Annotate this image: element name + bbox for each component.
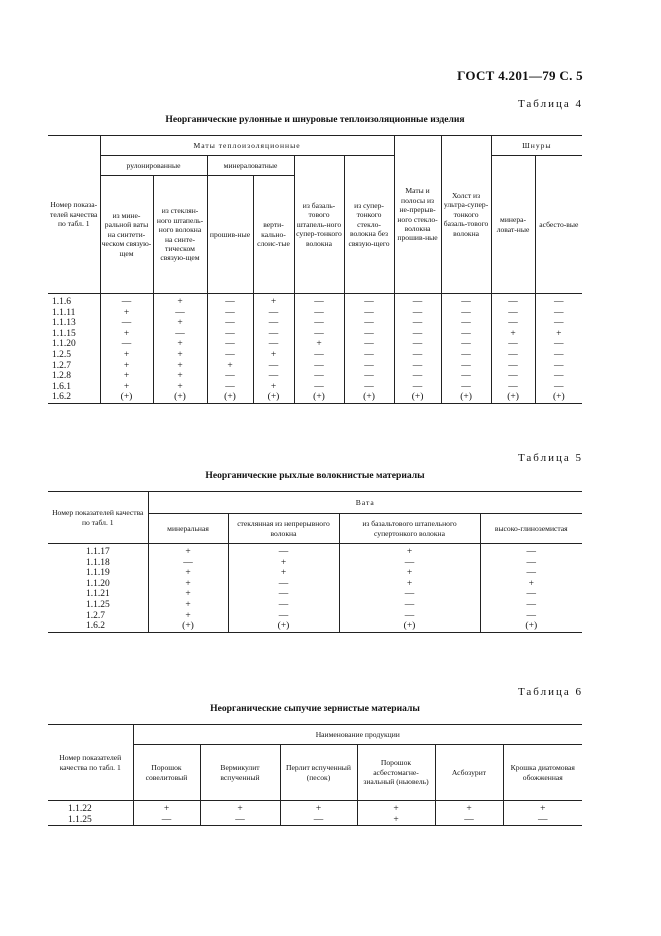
table-cell: (+)	[207, 392, 253, 403]
table-cell: +	[100, 329, 153, 340]
t6-col3-header: Перлит вспученный (песок)	[280, 745, 357, 801]
t4-col9-header: минера-ловат-ные	[491, 156, 535, 294]
t4-col6-header: из супер-тонкого стекло-волокна без связую-щего	[344, 156, 394, 294]
table-cell: (+)	[535, 392, 582, 403]
table-cell: —	[394, 308, 441, 319]
table-cell: +	[339, 579, 480, 590]
table-cell: —	[344, 339, 394, 350]
table5	[48, 491, 582, 633]
table-cell: —	[253, 329, 294, 340]
t6-col6-header: Крошка диатомовая обожженная	[503, 745, 582, 801]
row-number: 1.2.8	[48, 371, 100, 382]
table-cell: —	[294, 382, 344, 393]
table-cell: (+)	[153, 392, 207, 403]
table-row	[48, 392, 582, 403]
table-cell: —	[480, 611, 582, 622]
table-cell: —	[435, 815, 503, 826]
table-row	[48, 382, 582, 393]
table6	[48, 724, 582, 826]
table-cell: +	[100, 371, 153, 382]
table-cell: +	[480, 579, 582, 590]
table-cell: —	[339, 611, 480, 622]
table-cell: —	[207, 339, 253, 350]
t4-mats-header: Маты теплоизоляционные	[100, 136, 394, 156]
table-cell: +	[153, 350, 207, 361]
table-cell: —	[294, 371, 344, 382]
table-cell: —	[339, 558, 480, 569]
table-cell: —	[394, 361, 441, 372]
table-row	[48, 589, 582, 600]
table-cell: +	[357, 801, 435, 815]
t6-group-header: Наименование продукции	[133, 725, 582, 745]
row-number: 1.1.17	[48, 544, 148, 558]
t4-col5-header: из базаль-тового штапель-ного супер-тонкого волокна	[294, 156, 344, 294]
table4-label: Таблица 4	[517, 98, 583, 110]
table-cell: —	[344, 371, 394, 382]
table-cell: —	[394, 318, 441, 329]
table-cell: —	[441, 350, 491, 361]
table-cell: +	[100, 308, 153, 319]
t5-group-header: Вата	[148, 492, 582, 514]
t4-col2-header: из стеклян-ного штапель-ного волокна на синте-тическом связую-щем	[153, 176, 207, 294]
table-cell: —	[207, 294, 253, 308]
row-number: 1.1.19	[48, 568, 148, 579]
row-number: 1.1.20	[48, 339, 100, 350]
table-cell: —	[491, 339, 535, 350]
table-cell: +	[153, 371, 207, 382]
table-cell: —	[207, 318, 253, 329]
table-cell: —	[535, 382, 582, 393]
table-cell: +	[491, 329, 535, 340]
table-cell: +	[148, 579, 228, 590]
table-cell: +	[153, 339, 207, 350]
table-cell: (+)	[100, 392, 153, 403]
table-cell: —	[294, 308, 344, 319]
row-number: 1.6.1	[48, 382, 100, 393]
table-cell: +	[148, 589, 228, 600]
row-number: 1.1.6	[48, 294, 100, 308]
table-cell: —	[344, 318, 394, 329]
table-cell: —	[535, 371, 582, 382]
row-number: 1.1.21	[48, 589, 148, 600]
table-row	[48, 815, 582, 826]
table-cell: —	[394, 382, 441, 393]
table-cell: +	[148, 544, 228, 558]
table-cell: —	[491, 361, 535, 372]
table-cell: —	[480, 544, 582, 558]
t6-col4-header: Порошок асбестомагне-зиальный (ньювель)	[357, 745, 435, 801]
table5-title: Неорганические рыхлые волокнистые материалы	[205, 470, 425, 481]
table-cell: (+)	[344, 392, 394, 403]
table-cell: —	[441, 294, 491, 308]
t6-col2-header: Вермикулит вспученный	[200, 745, 280, 801]
row-number: 1.1.20	[48, 579, 148, 590]
table-cell: —	[153, 308, 207, 319]
table-cell: —	[535, 318, 582, 329]
table-cell: —	[491, 308, 535, 319]
table-cell: —	[344, 350, 394, 361]
table-cell: —	[280, 815, 357, 826]
table-row	[48, 308, 582, 319]
row-number: 1.2.5	[48, 350, 100, 361]
t6-row-col-header: Номер показателей качества по табл. 1	[48, 725, 133, 801]
table-cell: —	[253, 318, 294, 329]
table-cell: +	[100, 361, 153, 372]
table-cell: +	[148, 611, 228, 622]
row-number: 1.1.11	[48, 308, 100, 319]
table-cell: —	[294, 361, 344, 372]
table-cell: +	[200, 801, 280, 815]
table-cell: (+)	[228, 621, 339, 632]
table-cell: —	[253, 308, 294, 319]
row-number: 1.1.25	[48, 600, 148, 611]
table-row	[48, 611, 582, 622]
row-number: 1.2.7	[48, 611, 148, 622]
table-row	[48, 350, 582, 361]
table-cell: —	[207, 350, 253, 361]
table-cell: +	[435, 801, 503, 815]
t4-col3-header: прошив-ные	[207, 176, 253, 294]
table-cell: +	[294, 339, 344, 350]
table-cell: +	[339, 568, 480, 579]
table-cell: +	[253, 294, 294, 308]
t4-body	[48, 294, 582, 404]
table-cell: —	[441, 339, 491, 350]
t4-mineral-header: минераловатные	[207, 156, 294, 176]
table-cell: +	[253, 350, 294, 361]
table-cell: —	[535, 294, 582, 308]
table-cell: —	[491, 382, 535, 393]
table-cell: +	[253, 382, 294, 393]
table-cell: —	[228, 589, 339, 600]
t5-col4-header: высоко-глиноземистая	[480, 514, 582, 544]
t4-col4-header: верти-кально-слоис-тые	[253, 176, 294, 294]
table-cell: (+)	[339, 621, 480, 632]
table-row	[48, 621, 582, 632]
table-cell: —	[480, 600, 582, 611]
table4-title: Неорганические рулонные и шнуровые теплоизоляционные изделия	[165, 114, 465, 125]
table-cell: —	[441, 382, 491, 393]
table-cell: +	[100, 350, 153, 361]
t5-col2-header: стеклянная из непрерывного волокна	[228, 514, 339, 544]
table-cell: —	[491, 318, 535, 329]
table-cell: +	[357, 815, 435, 826]
table-cell: —	[294, 329, 344, 340]
table-row	[48, 801, 582, 815]
table4	[48, 135, 582, 404]
table-cell: —	[441, 318, 491, 329]
table-cell: —	[100, 318, 153, 329]
table-cell: +	[153, 318, 207, 329]
table-cell: (+)	[491, 392, 535, 403]
table-cell: (+)	[148, 621, 228, 632]
table-cell: —	[441, 361, 491, 372]
table-cell: —	[491, 371, 535, 382]
t4-rolled-header: рулонированные	[100, 156, 207, 176]
page-header: ГОСТ 4.201—79 С. 5	[457, 68, 583, 83]
table-cell: —	[207, 329, 253, 340]
table-cell: —	[441, 329, 491, 340]
table-cell: —	[294, 350, 344, 361]
table-cell: —	[207, 308, 253, 319]
table-cell: —	[441, 371, 491, 382]
table-cell: —	[535, 350, 582, 361]
table-cell: —	[480, 558, 582, 569]
table-cell: —	[207, 371, 253, 382]
row-number: 1.1.22	[48, 801, 133, 815]
row-number: 1.2.7	[48, 361, 100, 372]
table-row	[48, 371, 582, 382]
table-cell: +	[339, 544, 480, 558]
table-cell: (+)	[480, 621, 582, 632]
table-cell: (+)	[394, 392, 441, 403]
table-cell: +	[228, 558, 339, 569]
table-cell: +	[207, 361, 253, 372]
table-cell: +	[148, 568, 228, 579]
table-cell: —	[394, 350, 441, 361]
table-cell: —	[344, 294, 394, 308]
table-row	[48, 558, 582, 569]
table-cell: —	[100, 339, 153, 350]
table-cell: +	[153, 361, 207, 372]
t6-col5-header: Асбозурит	[435, 745, 503, 801]
table-row	[48, 329, 582, 340]
table-cell: +	[228, 568, 339, 579]
t4-cords-header: Шнуры	[491, 136, 582, 156]
table-cell: —	[148, 558, 228, 569]
table-cell: —	[394, 329, 441, 340]
table-cell: —	[344, 382, 394, 393]
table-cell: —	[394, 339, 441, 350]
table-cell: +	[153, 294, 207, 308]
t6-col1-header: Порошок совелитовый	[133, 745, 200, 801]
table-cell: —	[535, 361, 582, 372]
table-cell: +	[280, 801, 357, 815]
table-row	[48, 339, 582, 350]
table-cell: —	[228, 600, 339, 611]
t4-row-col-header: Номер показа-телей качества по табл. 1	[48, 136, 100, 294]
table-cell: —	[344, 308, 394, 319]
table-cell: —	[228, 579, 339, 590]
table-cell: +	[148, 600, 228, 611]
table-cell: —	[133, 815, 200, 826]
t4-col7-header: Маты и полосы из не-прерыв-ного стекло-волокна прошив-ные	[394, 136, 441, 294]
table-cell: —	[441, 308, 491, 319]
table-cell: —	[294, 294, 344, 308]
table-cell: —	[344, 361, 394, 372]
table-row	[48, 568, 582, 579]
table-cell: —	[228, 544, 339, 558]
table-cell: —	[394, 294, 441, 308]
table-cell: —	[294, 318, 344, 329]
table-cell: —	[200, 815, 280, 826]
table-cell: —	[228, 611, 339, 622]
table-cell: +	[153, 382, 207, 393]
table-cell: +	[503, 801, 582, 815]
table-cell: +	[100, 382, 153, 393]
table-cell: —	[339, 600, 480, 611]
table-row	[48, 318, 582, 329]
t5-col3-header: из базальтового штапельного супертонкого волокна	[339, 514, 480, 544]
row-number: 1.1.13	[48, 318, 100, 329]
table-row	[48, 600, 582, 611]
table-cell: (+)	[294, 392, 344, 403]
table-cell: —	[535, 308, 582, 319]
t4-col10-header: асбесто-вые	[535, 156, 582, 294]
t5-col1-header: минеральная	[148, 514, 228, 544]
table-cell: —	[253, 361, 294, 372]
row-number: 1.1.25	[48, 815, 133, 826]
table-cell: —	[344, 329, 394, 340]
t5-row-col-header: Номер показателей качества по табл. 1	[48, 492, 148, 544]
table-cell: —	[535, 339, 582, 350]
t4-col8-header: Холст из ультра-супер-тонкого базаль-тового волокна	[441, 136, 491, 294]
table-cell: —	[253, 371, 294, 382]
row-number: 1.6.2	[48, 621, 148, 632]
table6-label: Таблица 6	[517, 686, 583, 698]
table-cell: —	[153, 329, 207, 340]
row-number: 1.6.2	[48, 392, 100, 403]
table5-label: Таблица 5	[517, 452, 583, 464]
table-cell: —	[491, 350, 535, 361]
table-cell: —	[491, 294, 535, 308]
table-row	[48, 579, 582, 590]
table-cell: —	[339, 589, 480, 600]
table-cell: —	[503, 815, 582, 826]
table-cell: —	[100, 294, 153, 308]
row-number: 1.1.18	[48, 558, 148, 569]
table-row	[48, 294, 582, 308]
table-cell: —	[253, 339, 294, 350]
table-cell: +	[133, 801, 200, 815]
table-row	[48, 361, 582, 372]
table-cell: —	[207, 382, 253, 393]
t4-col1-header: из мине-ральной ваты на синтети-ческом связую-щем	[100, 176, 153, 294]
t5-body	[48, 544, 582, 633]
table-cell: (+)	[253, 392, 294, 403]
table-cell: —	[480, 589, 582, 600]
table-row	[48, 544, 582, 558]
table-cell: —	[394, 371, 441, 382]
table-cell: (+)	[441, 392, 491, 403]
table-cell: +	[535, 329, 582, 340]
t6-body	[48, 801, 582, 826]
table-cell: —	[480, 568, 582, 579]
table6-title: Неорганические сыпучие зернистые материалы	[210, 703, 420, 714]
row-number: 1.1.15	[48, 329, 100, 340]
